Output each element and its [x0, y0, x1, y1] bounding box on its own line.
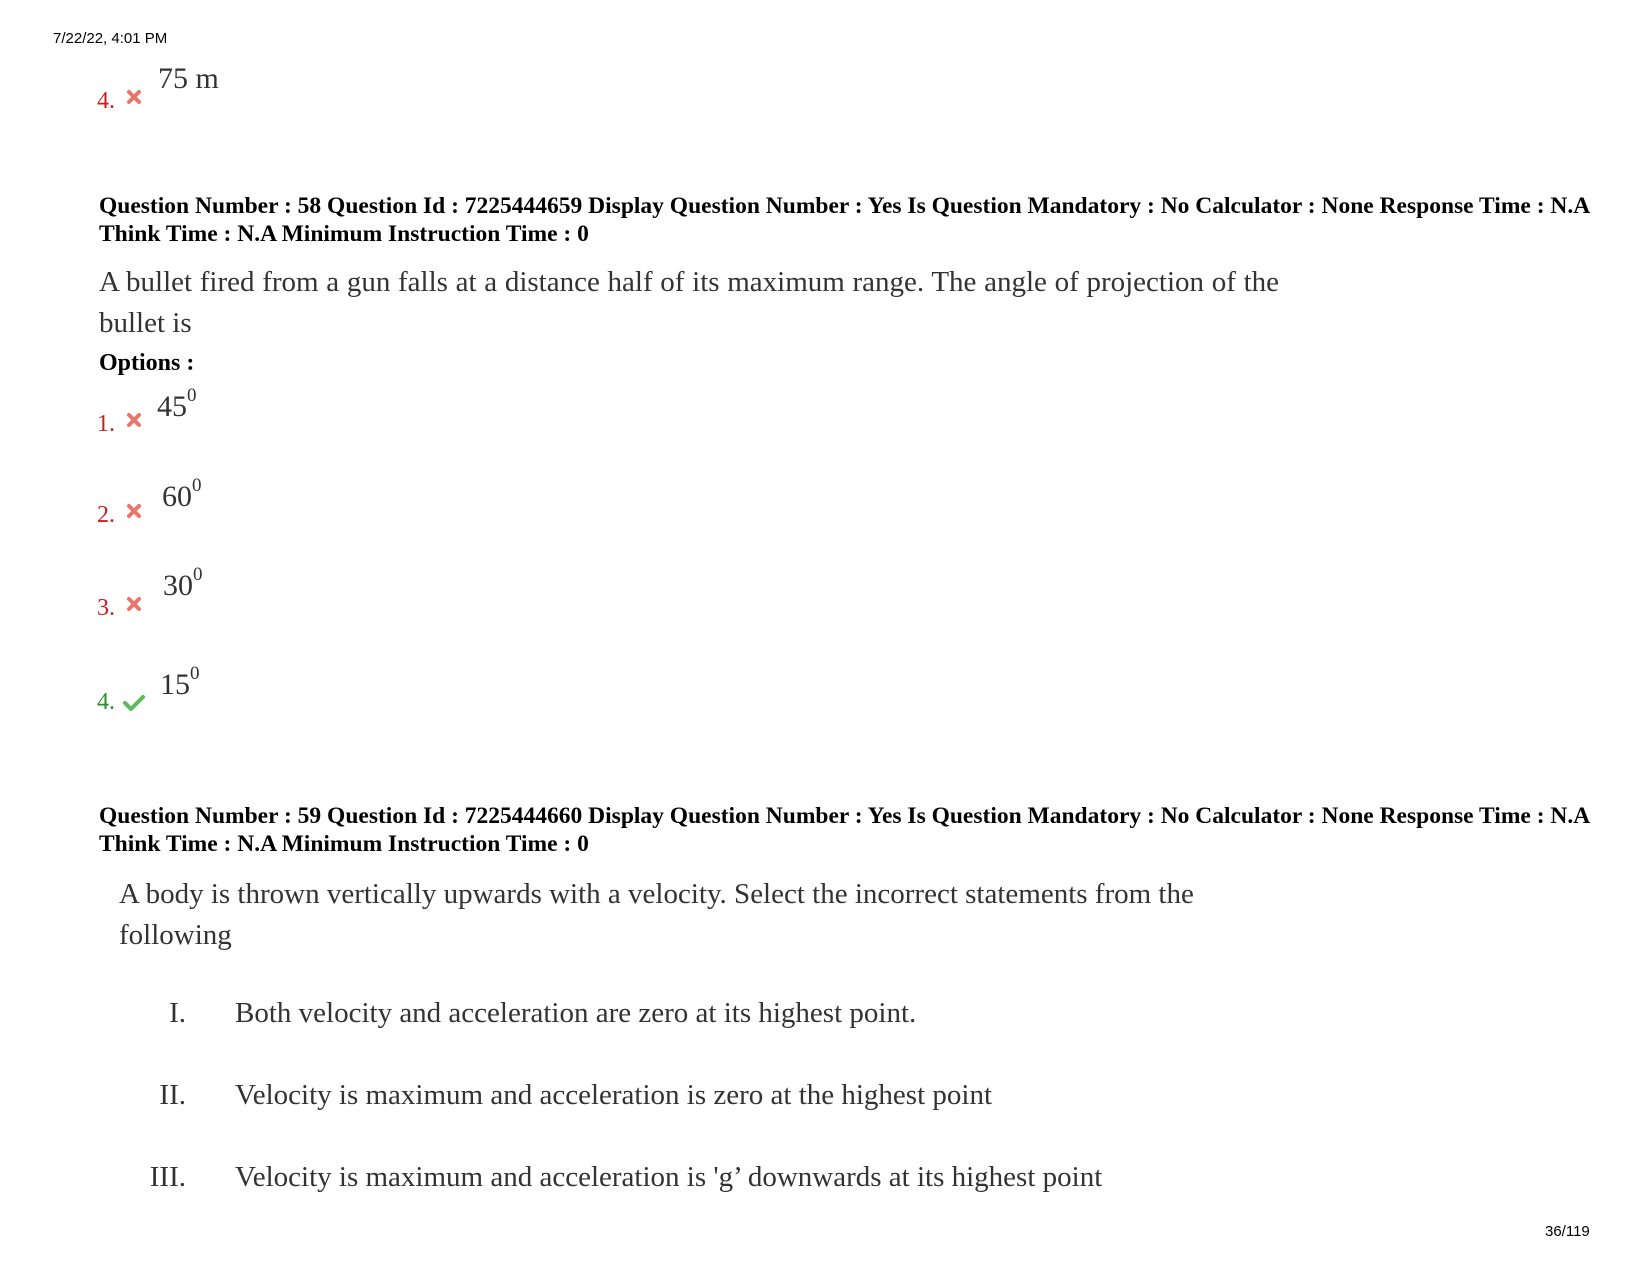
question-59-text: A body is thrown vertically upwards with a velocity. Select the incorrect statements from the following: [119, 878, 1194, 951]
statement-2-numeral: II.: [159, 1079, 186, 1111]
cross-icon: [125, 88, 143, 106]
option-2-text: $60^0$: [162, 475, 202, 513]
options-label: Options :: [99, 350, 195, 376]
cross-icon: [125, 502, 143, 520]
option-2-number: 2.: [97, 502, 115, 528]
option-3-number: 3.: [97, 595, 115, 621]
option-4-text: $15^0$: [160, 663, 200, 701]
statement-1-text: Both velocity and acceleration are zero at its highest point.: [235, 997, 917, 1029]
prev-option-text: 75 m: [158, 62, 219, 95]
option-4-number: 4.: [97, 689, 115, 715]
page-number: 36/119: [1545, 1223, 1590, 1240]
check-icon: [122, 694, 146, 712]
option-1-text: $45^0$: [157, 385, 197, 423]
statement-3-text: Velocity is maximum and acceleration is 'g’ downwards at its highest point: [235, 1161, 1103, 1193]
statement-3-numeral: III.: [149, 1161, 186, 1193]
question-58-meta: Question Number : 58 Question Id : 7225444659 Display Question Number : Yes Is Question Mandatory : No Calculator : None Response Time : N.A Think Time : N.A Minimum Instruction Time : 0: [99, 193, 1589, 247]
print-timestamp: 7/22/22, 4:01 PM: [53, 30, 168, 47]
cross-icon: [125, 411, 143, 429]
option-3-text: $30^0$: [163, 564, 203, 602]
cross-icon: [125, 595, 143, 613]
question-59-meta: Question Number : 59 Question Id : 7225444660 Display Question Number : Yes Is Question Mandatory : No Calculator : None Response Time : N.A Think Time : N.A Minimum Instruction Time : 0: [99, 803, 1589, 857]
prev-option-number: 4.: [97, 88, 115, 114]
statement-2-text: Velocity is maximum and acceleration is zero at the highest point: [235, 1079, 993, 1111]
statement-1-numeral: I.: [169, 997, 186, 1029]
option-1-number: 1.: [97, 411, 115, 437]
question-58-text: A bullet fired from a gun falls at a distance half of its maximum range. The angle of projection of the bullet is: [99, 266, 1279, 339]
